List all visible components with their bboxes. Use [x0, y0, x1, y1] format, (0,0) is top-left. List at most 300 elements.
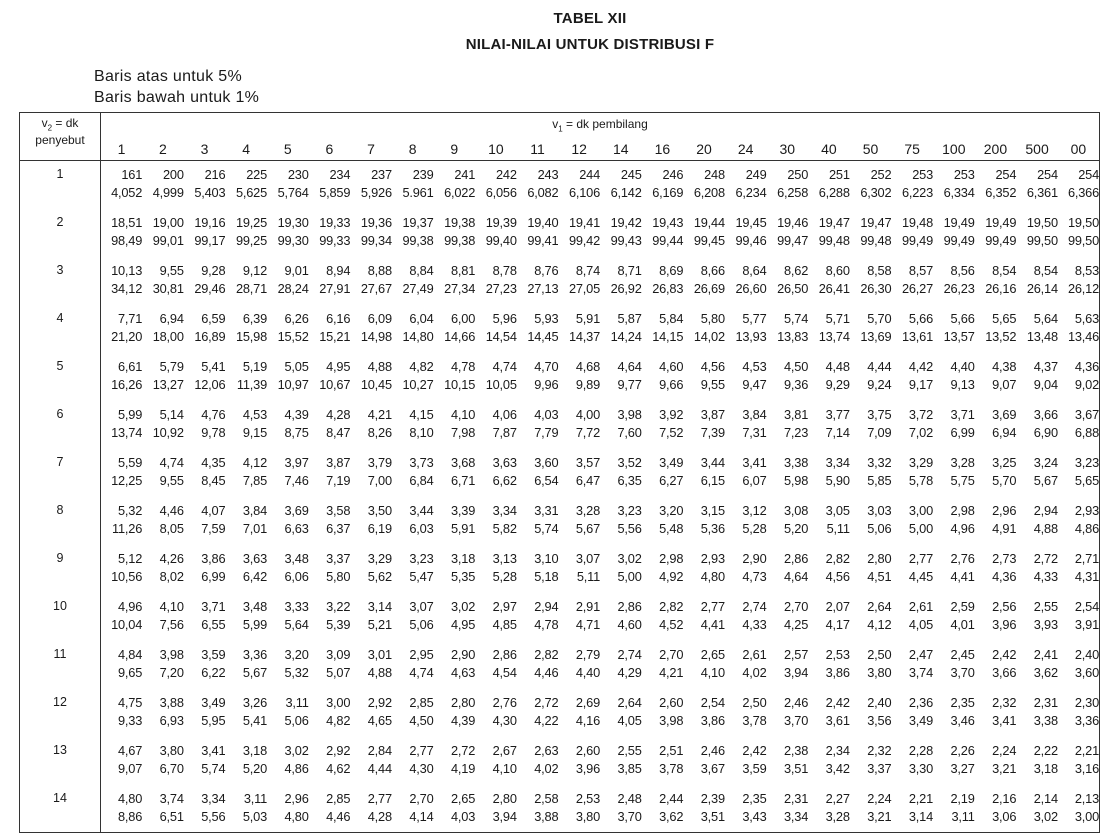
value-cell [808, 401, 850, 449]
value-5-percent: 245 [620, 167, 642, 182]
value-cell [475, 161, 517, 209]
value-5-percent: 4,07 [201, 502, 226, 518]
value-5-percent: 2,84 [367, 742, 392, 758]
value-5-percent: 2,60 [659, 694, 684, 710]
v2-cell: 1 [20, 161, 101, 209]
value-1-percent: 6,42 [242, 568, 267, 584]
value-cell [184, 449, 226, 497]
value-5-percent: 8,76 [534, 262, 559, 278]
column-header: 10 [475, 137, 517, 161]
value-5-percent: 5,19 [242, 358, 267, 374]
column-header: 7 [350, 137, 392, 161]
value-cell [808, 641, 850, 689]
value-5-percent: 3,13 [492, 550, 517, 566]
value-cell [225, 641, 267, 689]
value-5-percent: 2,44 [659, 790, 684, 806]
value-5-percent: 2,16 [992, 790, 1017, 806]
value-1-percent: 5,48 [659, 520, 684, 536]
value-cell [392, 305, 434, 353]
value-5-percent: 6,59 [201, 310, 226, 326]
value-cell [767, 305, 809, 353]
value-cell [683, 641, 725, 689]
value-cell [142, 209, 184, 257]
value-cell [558, 641, 600, 689]
value-cell [767, 401, 809, 449]
f-distribution-table [19, 112, 1100, 833]
value-1-percent: 4,64 [784, 568, 809, 584]
value-cell [475, 209, 517, 257]
value-cell [850, 353, 892, 401]
value-5-percent: 19,36 [360, 214, 392, 230]
value-1-percent: 3,80 [867, 664, 892, 680]
v2-cell: 8 [20, 497, 101, 545]
value-5-percent: 5,63 [1074, 310, 1099, 326]
value-1-percent: 4,85 [492, 616, 517, 632]
value-1-percent: 14,54 [485, 328, 517, 344]
value-1-percent: 8,86 [118, 808, 143, 824]
value-1-percent: 5,03 [242, 808, 267, 824]
value-5-percent: 4,50 [784, 358, 809, 374]
value-5-percent: 2,79 [575, 646, 600, 662]
value-cell [767, 785, 809, 833]
value-1-percent: 99,25 [235, 232, 267, 248]
value-cell [850, 497, 892, 545]
value-1-percent: 4,95 [451, 616, 476, 632]
value-5-percent: 4,68 [575, 358, 600, 374]
value-cell [933, 545, 975, 593]
value-cell [434, 785, 476, 833]
value-1-percent: 3,86 [825, 664, 850, 680]
value-5-percent: 3,49 [201, 694, 226, 710]
value-cell [725, 449, 767, 497]
value-5-percent: 3,11 [285, 694, 309, 710]
value-cell [767, 641, 809, 689]
value-5-percent: 10,13 [111, 262, 143, 278]
value-cell [933, 497, 975, 545]
value-cell [767, 593, 809, 641]
value-5-percent: 5,74 [784, 310, 809, 326]
value-cell [350, 497, 392, 545]
value-1-percent: 7,31 [742, 424, 767, 440]
value-1-percent: 6,90 [1033, 424, 1058, 440]
value-5-percent: 242 [495, 167, 517, 182]
value-1-percent: 6,15 [700, 472, 725, 488]
value-cell [725, 545, 767, 593]
value-1-percent: 4,73 [742, 568, 767, 584]
value-cell [767, 545, 809, 593]
value-1-percent: 8,47 [326, 424, 351, 440]
value-cell [475, 497, 517, 545]
column-header: 4 [225, 137, 267, 161]
value-cell [808, 449, 850, 497]
column-header: 200 [975, 137, 1017, 161]
value-1-percent: 6,208 [693, 185, 725, 200]
value-1-percent: 5,39 [326, 616, 351, 632]
table-subtitle: NILAI-NILAI UNTUK DISTRIBUSI F [465, 36, 715, 53]
value-5-percent: 4,10 [451, 406, 476, 422]
value-1-percent: 4,01 [950, 616, 975, 632]
value-5-percent: 2,46 [700, 742, 725, 758]
value-5-percent: 3,32 [867, 454, 892, 470]
value-5-percent: 5,41 [201, 358, 226, 374]
value-1-percent: 27,91 [319, 280, 351, 296]
value-5-percent: 2,86 [784, 550, 809, 566]
value-5-percent: 8,53 [1074, 262, 1099, 278]
value-5-percent: 8,71 [617, 262, 642, 278]
value-cell [850, 401, 892, 449]
table-row [20, 401, 1100, 449]
value-cell [975, 257, 1017, 305]
value-cell [767, 209, 809, 257]
value-1-percent: 3,21 [992, 760, 1017, 776]
value-cell [683, 257, 725, 305]
value-1-percent: 3,42 [825, 760, 850, 776]
value-cell [642, 209, 684, 257]
value-1-percent: 4,71 [575, 616, 600, 632]
value-1-percent: 10,56 [111, 568, 143, 584]
value-cell [850, 689, 892, 737]
value-5-percent: 3,15 [700, 502, 725, 518]
value-1-percent: 6,056 [485, 185, 517, 200]
value-5-percent: 2,32 [992, 694, 1017, 710]
value-1-percent: 4,80 [284, 808, 309, 824]
value-1-percent: 3,14 [908, 808, 933, 824]
value-cell [434, 641, 476, 689]
value-1-percent: 3,98 [659, 712, 684, 728]
value-cell [767, 737, 809, 785]
value-cell [142, 401, 184, 449]
value-cell [683, 689, 725, 737]
value-1-percent: 10,15 [444, 376, 476, 392]
value-1-percent: 14,80 [402, 328, 434, 344]
value-cell [101, 689, 143, 737]
value-5-percent: 230 [287, 167, 309, 182]
value-5-percent: 243 [537, 167, 559, 182]
value-5-percent: 2,80 [492, 790, 517, 806]
value-5-percent: 4,53 [742, 358, 767, 374]
value-5-percent: 4,46 [159, 502, 184, 518]
value-1-percent: 13,61 [901, 328, 933, 344]
value-1-percent: 99,48 [818, 232, 850, 248]
value-cell [725, 257, 767, 305]
value-5-percent: 2,54 [700, 694, 725, 710]
value-cell [142, 257, 184, 305]
column-header: 50 [850, 137, 892, 161]
value-cell [434, 257, 476, 305]
value-1-percent: 7,85 [242, 472, 267, 488]
value-cell [683, 785, 725, 833]
value-5-percent: 6,16 [326, 310, 351, 326]
value-5-percent: 3,44 [700, 454, 725, 470]
value-1-percent: 5,78 [908, 472, 933, 488]
value-cell [642, 353, 684, 401]
value-cell [142, 305, 184, 353]
value-5-percent: 5,66 [908, 310, 933, 326]
value-1-percent: 5,64 [284, 616, 309, 632]
value-5-percent: 5,70 [867, 310, 892, 326]
value-5-percent: 3,86 [201, 550, 226, 566]
value-cell [475, 401, 517, 449]
value-1-percent: 5,41 [242, 712, 267, 728]
value-5-percent: 2,73 [992, 550, 1017, 566]
value-5-percent: 2,74 [617, 646, 642, 662]
value-5-percent: 4,74 [492, 358, 517, 374]
value-cell [642, 449, 684, 497]
value-1-percent: 6,63 [284, 520, 309, 536]
value-cell [808, 737, 850, 785]
value-5-percent: 8,78 [492, 262, 517, 278]
value-5-percent: 3,29 [908, 454, 933, 470]
value-1-percent: 3,80 [575, 808, 600, 824]
value-cell [225, 545, 267, 593]
value-1-percent: 4,50 [409, 712, 434, 728]
value-5-percent: 2,19 [950, 790, 975, 806]
value-cell [142, 161, 184, 209]
value-cell [350, 257, 392, 305]
value-5-percent: 225 [246, 167, 267, 182]
value-5-percent: 19,38 [444, 214, 476, 230]
value-1-percent: 5,21 [367, 616, 392, 632]
value-5-percent: 2,86 [617, 598, 642, 614]
value-1-percent: 4,10 [492, 760, 517, 776]
value-1-percent: 13,93 [735, 328, 767, 344]
value-5-percent: 5,84 [659, 310, 684, 326]
value-1-percent: 4,74 [409, 664, 434, 680]
value-1-percent: 11,26 [112, 520, 143, 536]
value-cell [309, 401, 351, 449]
value-1-percent: 7,72 [575, 424, 600, 440]
value-5-percent: 4,10 [159, 598, 184, 614]
value-5-percent: 8,94 [326, 262, 351, 278]
value-5-percent: 3,14 [367, 598, 392, 614]
value-cell [933, 785, 975, 833]
value-5-percent: 2,70 [784, 598, 809, 614]
value-cell [642, 497, 684, 545]
value-5-percent: 4,95 [326, 358, 351, 374]
value-cell [767, 257, 809, 305]
value-1-percent: 99,42 [568, 232, 600, 248]
value-1-percent: 10,04 [111, 616, 143, 632]
value-5-percent: 3,97 [284, 454, 309, 470]
value-cell [600, 161, 642, 209]
value-1-percent: 27,05 [568, 280, 600, 296]
value-5-percent: 2,74 [742, 598, 767, 614]
value-1-percent: 4,16 [575, 712, 600, 728]
value-5-percent: 234 [329, 167, 351, 182]
value-5-percent: 2,59 [950, 598, 975, 614]
value-5-percent: 5,59 [118, 454, 143, 470]
value-5-percent: 3,18 [242, 742, 267, 758]
value-1-percent: 10,05 [485, 376, 517, 392]
value-5-percent: 5,79 [159, 358, 184, 374]
value-cell [600, 353, 642, 401]
value-1-percent: 5,74 [534, 520, 559, 536]
value-cell [184, 689, 226, 737]
value-cell [1016, 449, 1058, 497]
value-cell [101, 449, 143, 497]
value-5-percent: 19,50 [1026, 214, 1058, 230]
value-1-percent: 6,19 [367, 520, 392, 536]
value-1-percent: 4,78 [534, 616, 559, 632]
value-cell [767, 449, 809, 497]
value-cell [309, 305, 351, 353]
value-1-percent: 16,89 [194, 328, 226, 344]
value-5-percent: 19,41 [568, 214, 600, 230]
value-1-percent: 6,54 [534, 472, 559, 488]
value-1-percent: 3,37 [867, 760, 892, 776]
value-1-percent: 9,77 [617, 376, 642, 392]
value-cell [891, 497, 933, 545]
value-5-percent: 19,45 [735, 214, 767, 230]
value-5-percent: 2,42 [742, 742, 767, 758]
table-row [20, 305, 1100, 353]
value-cell [725, 593, 767, 641]
value-cell [933, 401, 975, 449]
value-1-percent: 4,46 [326, 808, 351, 824]
value-cell [434, 353, 476, 401]
value-5-percent: 3,74 [159, 790, 184, 806]
value-1-percent: 5,90 [825, 472, 850, 488]
value-1-percent: 6,258 [777, 185, 809, 200]
value-cell [891, 737, 933, 785]
value-cell [600, 401, 642, 449]
value-5-percent: 2,22 [1033, 742, 1058, 758]
value-5-percent: 2,72 [451, 742, 476, 758]
value-1-percent: 6,94 [992, 424, 1017, 440]
value-cell [392, 545, 434, 593]
value-cell [933, 593, 975, 641]
value-cell [309, 641, 351, 689]
value-1-percent: 4,41 [950, 568, 975, 584]
value-1-percent: 26,16 [985, 280, 1017, 296]
value-cell [475, 641, 517, 689]
value-5-percent: 216 [204, 167, 226, 182]
value-cell [517, 257, 559, 305]
value-cell [142, 593, 184, 641]
value-1-percent: 99,47 [777, 232, 809, 248]
value-1-percent: 99,50 [1026, 232, 1058, 248]
value-5-percent: 5,66 [950, 310, 975, 326]
value-1-percent: 5,99 [242, 616, 267, 632]
value-1-percent: 4,52 [659, 616, 684, 632]
legend-top-row: Baris atas untuk 5% [94, 68, 242, 85]
value-5-percent: 2,97 [492, 598, 517, 614]
value-5-percent: 2,65 [451, 790, 476, 806]
value-cell [600, 257, 642, 305]
value-1-percent: 5,82 [492, 520, 517, 536]
value-cell [142, 449, 184, 497]
value-1-percent: 9,78 [201, 424, 226, 440]
value-cell [725, 641, 767, 689]
value-cell [767, 689, 809, 737]
value-1-percent: 3,70 [617, 808, 642, 824]
value-5-percent: 3,79 [367, 454, 392, 470]
value-1-percent: 99,38 [402, 232, 434, 248]
legend-bottom-row: Baris bawah untuk 1% [94, 89, 260, 106]
value-1-percent: 4,82 [326, 712, 351, 728]
value-5-percent: 3,92 [659, 406, 684, 422]
value-1-percent: 29,46 [194, 280, 226, 296]
value-5-percent: 253 [953, 167, 975, 182]
value-1-percent: 7,01 [242, 520, 267, 536]
value-cell [517, 497, 559, 545]
table-row [20, 689, 1100, 737]
value-5-percent: 3,02 [284, 742, 309, 758]
value-1-percent: 13,83 [777, 328, 809, 344]
value-cell [600, 497, 642, 545]
value-5-percent: 244 [579, 167, 600, 182]
value-cell [142, 641, 184, 689]
value-cell [975, 209, 1017, 257]
value-1-percent: 9,13 [950, 376, 975, 392]
value-5-percent: 5,71 [825, 310, 850, 326]
value-5-percent: 3,88 [159, 694, 184, 710]
value-cell [392, 401, 434, 449]
value-5-percent: 2,42 [825, 694, 850, 710]
value-1-percent: 9,47 [742, 376, 767, 392]
value-1-percent: 9,65 [118, 664, 143, 680]
value-5-percent: 4,53 [242, 406, 267, 422]
value-cell [517, 209, 559, 257]
value-1-percent: 3,74 [908, 664, 933, 680]
value-cell [808, 161, 850, 209]
value-5-percent: 2,64 [617, 694, 642, 710]
value-5-percent: 2,65 [700, 646, 725, 662]
value-5-percent: 2,85 [326, 790, 351, 806]
value-cell [1016, 689, 1058, 737]
value-1-percent: 5,74 [201, 760, 226, 776]
value-5-percent: 2,77 [367, 790, 392, 806]
value-5-percent: 3,41 [201, 742, 226, 758]
value-1-percent: 10,45 [360, 376, 392, 392]
value-1-percent: 4,17 [825, 616, 850, 632]
value-5-percent: 3,23 [409, 550, 434, 566]
value-5-percent: 3,50 [367, 502, 392, 518]
value-cell [725, 305, 767, 353]
value-5-percent: 19,30 [277, 214, 309, 230]
value-5-percent: 2,72 [534, 694, 559, 710]
value-5-percent: 2,57 [784, 646, 809, 662]
value-1-percent: 6,88 [1074, 424, 1099, 440]
value-1-percent: 4,33 [1033, 568, 1058, 584]
value-cell [184, 305, 226, 353]
value-cell [808, 497, 850, 545]
value-cell [392, 641, 434, 689]
value-1-percent: 6,55 [201, 616, 226, 632]
value-cell [642, 545, 684, 593]
value-1-percent: 13,74 [818, 328, 850, 344]
value-5-percent: 2,27 [825, 790, 850, 806]
value-1-percent: 4,92 [659, 568, 684, 584]
value-5-percent: 2,53 [575, 790, 600, 806]
value-1-percent: 3,66 [992, 664, 1017, 680]
value-1-percent: 3,56 [867, 712, 892, 728]
value-1-percent: 3,18 [1033, 760, 1058, 776]
value-1-percent: 10,67 [319, 376, 351, 392]
value-1-percent: 3,91 [1074, 616, 1099, 632]
value-5-percent: 3,48 [284, 550, 309, 566]
value-cell [933, 161, 975, 209]
value-1-percent: 27,34 [444, 280, 476, 296]
value-5-percent: 3,80 [159, 742, 184, 758]
column-header: 12 [558, 137, 600, 161]
value-cell [808, 209, 850, 257]
value-cell [891, 305, 933, 353]
value-cell [475, 785, 517, 833]
value-cell [225, 449, 267, 497]
value-1-percent: 3,96 [992, 616, 1017, 632]
value-cell [434, 593, 476, 641]
